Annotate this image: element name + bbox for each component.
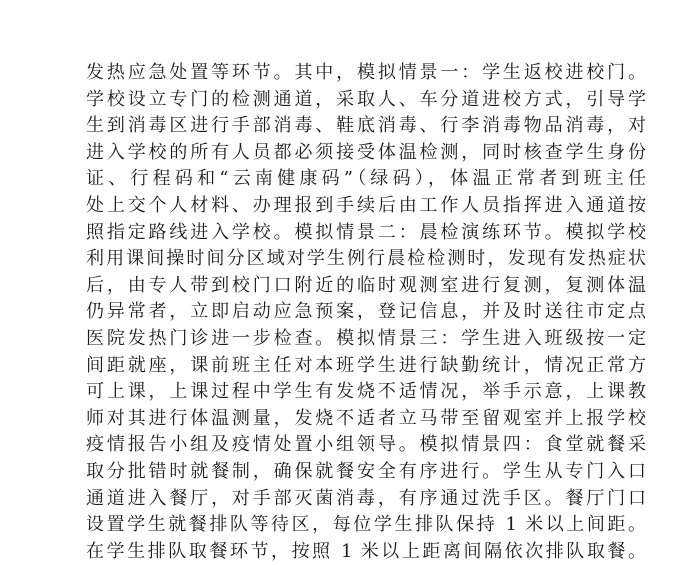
text-line: 处上交个人材料、办理报到手续后由工作人员指挥进入通道按 bbox=[86, 194, 646, 216]
text-line: 取分批错时就餐制，确保就餐安全有序进行。学生从专门入口 bbox=[86, 460, 646, 482]
text-line: 利用课间操时间分区域对学生例行晨检检测时，发现有发热症状 bbox=[86, 248, 646, 270]
text-line: 生到消毒区进行手部消毒、鞋底消毒、行李消毒物品消毒，对 bbox=[86, 115, 646, 137]
text-line: 间距就座，课前班主任对本班学生进行缺勤统计，情况正常方 bbox=[86, 354, 646, 376]
text-line: 后，由专人带到校门口附近的临时观测室进行复测，复测体温 bbox=[86, 274, 646, 296]
text-line: 疫情报告小组及疫情处置小组领导。模拟情景四：食堂就餐采 bbox=[86, 434, 646, 456]
body-text bbox=[86, 60, 646, 565]
text-line: 设置学生就餐排队等待区，每位学生排队保持 1 米以上间距。 bbox=[86, 514, 646, 536]
text-line: 在学生排队取餐环节，按照 1 米以上距离间隔依次排队取餐。 bbox=[86, 540, 646, 562]
text-line: 医院发热门诊进一步检查。模拟情景三：学生进入班级按一定 bbox=[86, 327, 646, 349]
text-line: 通道进入餐厅，对手部灭菌消毒，有序通过洗手区。餐厅门口 bbox=[86, 487, 646, 509]
text-line: 照指定路线进入学校。模拟情景二：晨检演练环节。模拟学校 bbox=[86, 221, 646, 243]
text-line: 发热应急处置等环节。其中，模拟情景一：学生返校进校门。 bbox=[86, 62, 646, 83]
text-line: 证、行程码和“云南健康码”（绿码），体温正常者到班主任 bbox=[86, 168, 646, 190]
text-line: 进入学校的所有人员都必须接受体温检测，同时核查学生身份 bbox=[86, 141, 646, 163]
text-line: 可上课，上课过程中学生有发烧不适情况，举手示意，上课教 bbox=[86, 381, 646, 403]
text-line: 学校设立专门的检测通道，采取人、车分道进校方式，引导学 bbox=[86, 88, 646, 110]
text-line: 仍异常者，立即启动应急预案，登记信息，并及时送往市定点 bbox=[86, 301, 646, 323]
text-line: 师对其进行体温测量，发烧不适者立马带至留观室并上报学校 bbox=[86, 407, 646, 429]
